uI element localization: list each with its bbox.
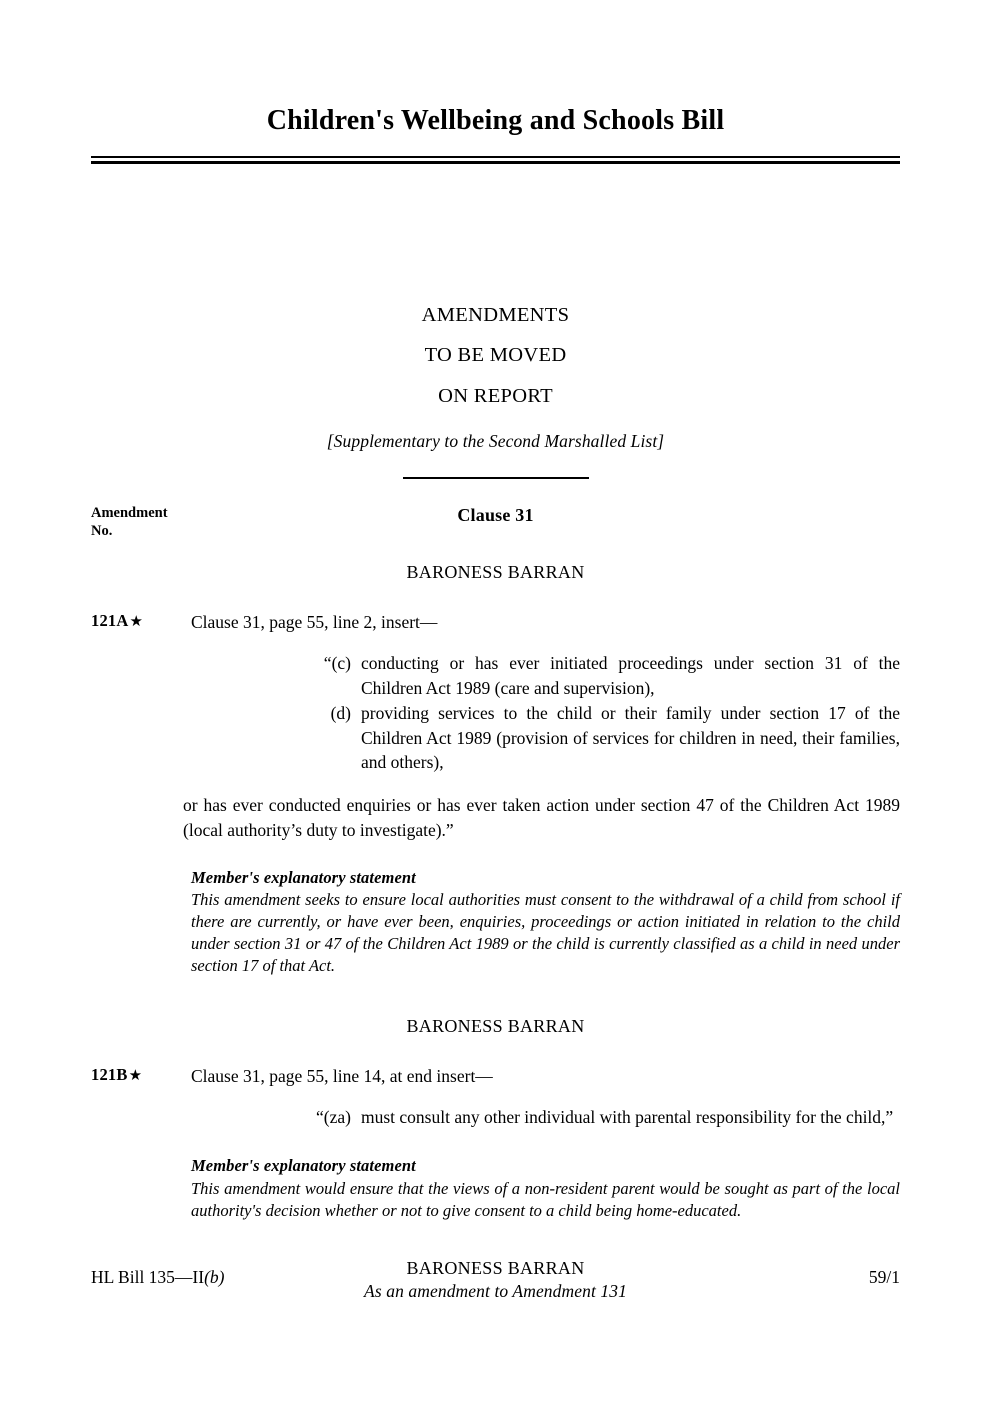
supplementary-note: [Supplementary to the Second Marshalled List]: [326, 431, 665, 452]
provision-text: providing services to the child or their family under section 17 of the Children Act 1989 (provision of services for children in need, their families, and others),: [361, 702, 900, 773]
provision-text: conducting or has ever initiated proceedings under section 31 of the Children Act 1989 (care and supervision),: [361, 653, 900, 698]
bill-reference-main: HL Bill 135—II: [91, 1267, 205, 1287]
clause-heading-row: [91, 505, 900, 539]
bill-reference: [91, 1267, 225, 1288]
amendment-number-text: 121A: [91, 611, 129, 631]
page-number: 59/1: [868, 1267, 900, 1287]
heading-line-amendments: AMENDMENTS: [421, 303, 570, 326]
explanatory-statement-heading: Member's explanatory statement: [191, 868, 416, 887]
amendment-number-121A: [91, 611, 143, 631]
amendment-row-121B: [91, 1065, 900, 1089]
explanatory-statement-text: This amendment seeks to ensure local authorities must consent to the withdrawal of a child from school if there are currently, or have ever been, enquiries, proceedings or action initiated in relation to the child under section 31 or 47 of the Children Act 1989 or the child is currently classified as a child in need under section 17 of that Act.: [191, 890, 900, 976]
provision-label: “(c): [323, 653, 351, 674]
provision-label: “(za): [316, 1106, 351, 1127]
title-double-rule: [91, 156, 900, 163]
page-title: Children's Wellbeing and Schools Bill: [266, 105, 725, 136]
closing-amendment-note: As an amendment to Amendment 131: [364, 1280, 627, 1301]
sponsor-name: BARONESS BARRAN: [406, 562, 585, 583]
provision-item: [299, 1105, 900, 1130]
closing-sponsor-name: BARONESS BARRAN: [406, 1257, 585, 1278]
sponsor-name: BARONESS BARRAN: [406, 1015, 585, 1036]
provision-label: (d): [330, 702, 351, 723]
amendment-instruction: Clause 31, page 55, line 14, at end insert—: [191, 1065, 493, 1086]
clause-heading: Clause 31: [457, 505, 534, 526]
amendment-no-label-line2: No.: [91, 522, 113, 539]
inserted-provisions-121B: [299, 1105, 900, 1130]
heading-line-to-be-moved: TO BE MOVED: [424, 344, 567, 367]
star-icon: ★: [129, 614, 144, 631]
amendment-no-label: [91, 505, 211, 540]
section-divider-rule: [403, 477, 589, 479]
star-icon: ★: [128, 1067, 143, 1084]
explanatory-statement-heading: Member's explanatory statement: [191, 1156, 416, 1176]
provision-item: [299, 701, 900, 776]
bill-reference-suffix: (b): [204, 1267, 225, 1287]
provision-item: [299, 651, 900, 701]
explanatory-statement-text: This amendment would ensure that the views of a non-resident parent would be sought as part of the local authority's decision whether or not to give consent to a child being home-educated.: [191, 1178, 900, 1220]
amendment-number-121B: [91, 1065, 142, 1085]
page-footer: [91, 1267, 900, 1288]
inserted-provisions-121A: [299, 651, 900, 775]
amendment-no-label-line1: Amendment: [91, 505, 168, 522]
explanatory-statement-121A: [191, 867, 900, 978]
amendment-instruction: Clause 31, page 55, line 2, insert—: [191, 612, 438, 633]
amendment-number-text: 121B: [91, 1064, 128, 1084]
provision-text: must consult any other individual with parental responsibility for the child,”: [361, 1106, 894, 1127]
explanatory-statement-121B: [191, 1155, 900, 1221]
provision-closing-text: or has ever conducted enquiries or has ever taken action under section 47 of the Children Act 1989 (local authority’s duty to investigate).”: [183, 795, 900, 841]
amendment-row-121A: [91, 611, 900, 635]
heading-line-on-report: ON REPORT: [438, 384, 553, 407]
document-heading-block: [91, 305, 900, 480]
